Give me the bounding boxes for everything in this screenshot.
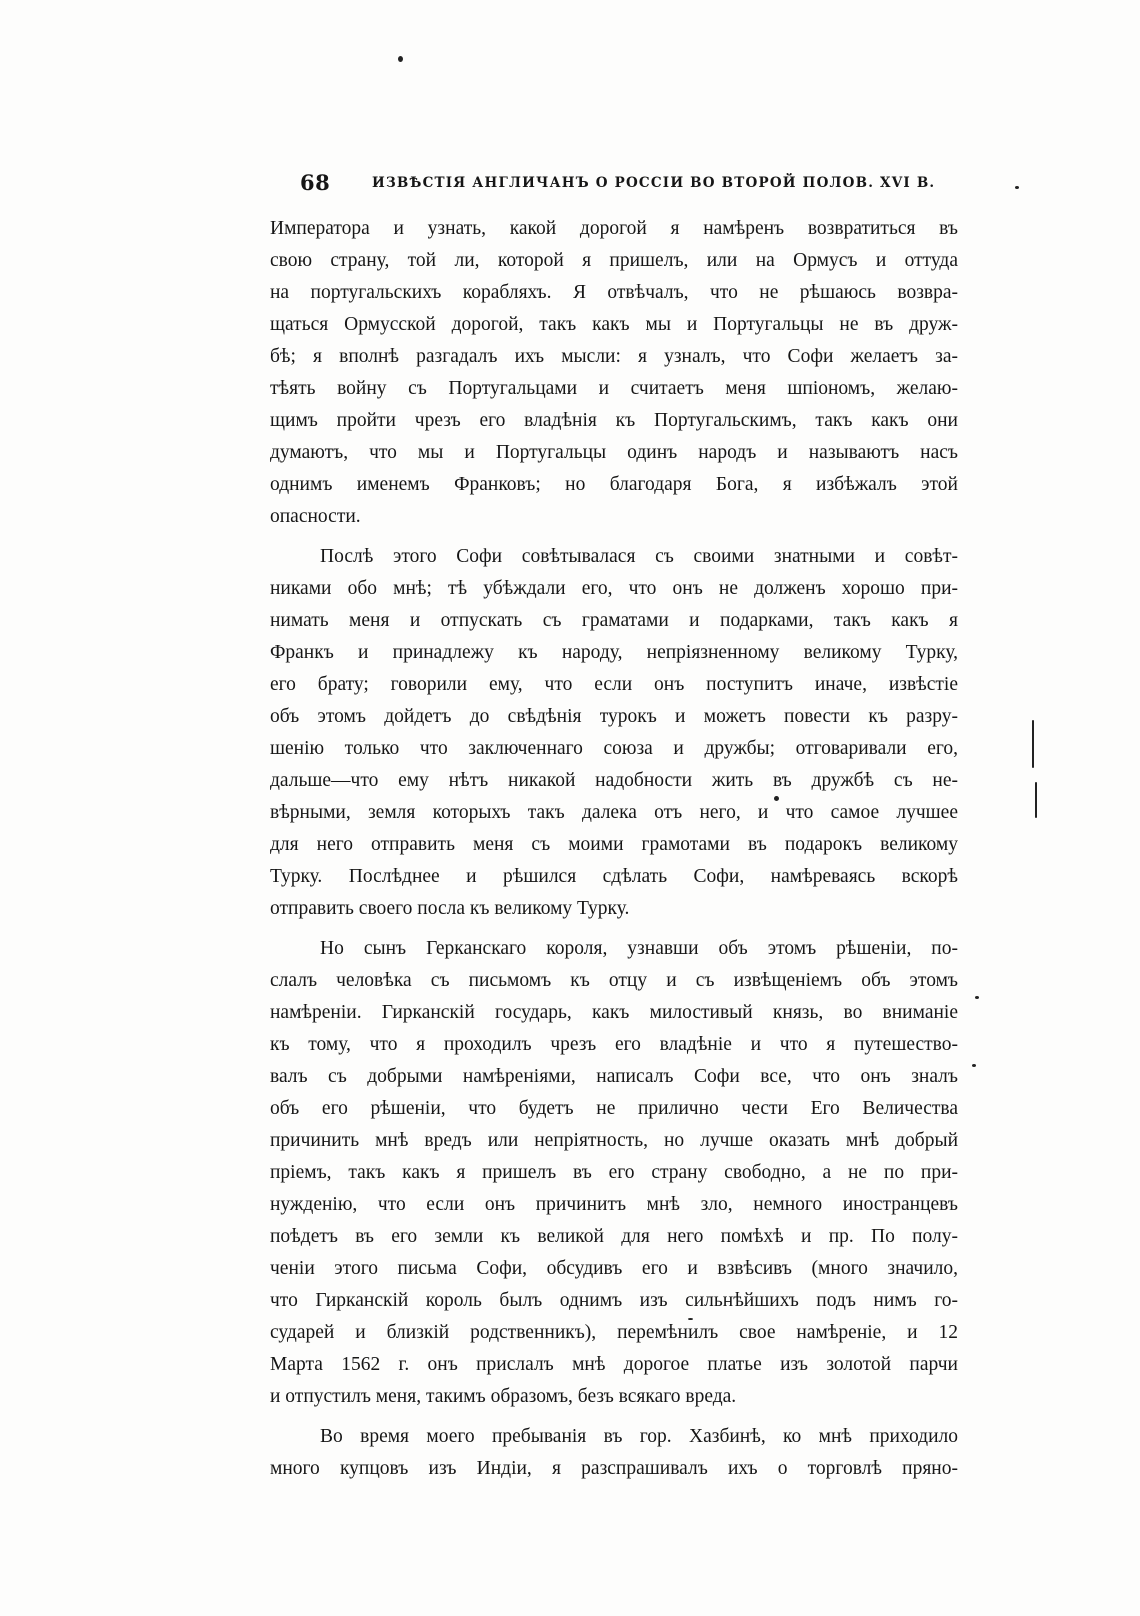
text-line: дальше—что ему нѣтъ никакой надобности жить въ дружбѣ съ не- <box>270 770 958 791</box>
text-line: отправить своего посла къ великому Турку. <box>270 898 630 919</box>
text-line: Императора и узнать, какой дорогой я намѣренъ возвратиться въ <box>270 218 958 239</box>
text-line: пріемъ, такъ какъ я пришелъ въ его страну свободно, а не по при- <box>270 1162 958 1183</box>
text-line: однимъ именемъ Франковъ; но благодаря Бога, я избѣжалъ этой <box>270 474 958 495</box>
text-line: свою страну, той ли, которой я пришелъ, или на Ормусъ и оттуда <box>270 250 958 271</box>
scan-speck <box>975 996 979 999</box>
text-line: нужденію, что если онъ причинитъ мнѣ зло, немного иностранцевъ <box>270 1194 958 1215</box>
text-line: его брату; говорили ему, что если онъ поступитъ иначе, извѣстіе <box>270 674 958 695</box>
text-line: шенію только что заключеннаго союза и дружбы; отговаривали его, <box>270 738 958 759</box>
text-line: Марта 1562 г. онъ прислалъ мнѣ дорогое платье изъ золотой парчи <box>270 1354 958 1375</box>
running-head: ИЗВѢСТІЯ АНГЛИЧАНЪ О РОССІИ ВО ВТОРОЙ ПОЛОВ. XVI В. <box>372 175 936 191</box>
text-line: Турку. Послѣднее и рѣшился сдѣлать Софи, намѣреваясь вскорѣ <box>270 866 958 887</box>
text-line: слалъ человѣка съ письмомъ къ отцу и съ извѣщеніемъ объ этомъ <box>270 970 958 991</box>
text-line: щаться Ормусской дорогой, такъ какъ мы и Португальцы не въ друж- <box>270 314 958 335</box>
text-line: къ тому, что я проходилъ чрезъ его владѣніе и что я путешество- <box>270 1034 958 1055</box>
text-line: опасности. <box>270 506 361 527</box>
text-line: думаютъ, что мы и Португальцы одинъ народъ и называютъ насъ <box>270 442 958 463</box>
text-line: тѣять войну съ Португальцами и считаетъ меня шпіономъ, желаю- <box>270 378 958 399</box>
text-line: Во время моего пребыванія въ гор. Хазбинѣ, ко мнѣ приходило <box>320 1426 958 1447</box>
page-header <box>300 170 990 200</box>
text-line: и отпустилъ меня, такимъ образомъ, безъ всякаго вреда. <box>270 1386 737 1407</box>
text-line: что Гирканскій король былъ однимъ изъ сильнѣйшихъ подъ нимъ го- <box>270 1290 958 1311</box>
text-line: много купцовъ изъ Индіи, я разспрашивалъ ихъ о торговлѣ прянo- <box>270 1458 958 1479</box>
text-line: Послѣ этого Софи совѣтывалася съ своими знатными и совѣт- <box>320 546 958 567</box>
scan-speck <box>1032 720 1034 768</box>
scan-speck <box>1015 186 1019 189</box>
text-line: причинить мнѣ вредъ или непріятность, но лучше оказать мнѣ добрый <box>270 1130 958 1151</box>
scan-speck <box>972 1064 976 1067</box>
text-line: валъ съ добрыми намѣреніями, написалъ Софи все, что онъ зналъ <box>270 1066 958 1087</box>
text-line: нимать меня и отпускать съ граматами и подарками, такъ какъ я <box>270 610 958 631</box>
text-line: намѣреніи. Гирканскій государь, какъ милостивый князь, во вниманіе <box>270 1002 958 1023</box>
text-line: для него отправить меня съ моими грамотами въ подарокъ великому <box>270 834 958 855</box>
text-line: никами обо мнѣ; тѣ убѣждали его, что онъ не долженъ хорошо при- <box>270 578 958 599</box>
text-line: Франкъ и принадлежу къ народу, непріязненному великому Турку, <box>270 642 958 663</box>
text-line: Но сынъ Герканскаго короля, узнавши объ этомъ рѣшеніи, по- <box>320 938 958 959</box>
scan-speck <box>1035 782 1037 818</box>
text-line: вѣрными, земля которыхъ такъ далека отъ него, и что самое лучшее <box>270 802 958 823</box>
text-line: объ этомъ дойдетъ до свѣдѣнія турокъ и можетъ повести къ разру- <box>270 706 958 727</box>
text-line: сударей и близкій родственникъ), перемѣнилъ свое намѣреніе, и 12 <box>270 1322 958 1343</box>
text-line: объ его рѣшеніи, что будетъ не прилично чести Его Величества <box>270 1098 958 1119</box>
text-line: бѣ; я вполнѣ разгадалъ ихъ мысли: я узналъ, что Софи желаетъ за- <box>270 346 958 367</box>
text-line: щимъ пройти чрезъ его владѣнія къ Португальскимъ, такъ какъ они <box>270 410 958 431</box>
text-line: поѣдетъ въ его земли къ великой для него помѣхѣ и пр. По полу- <box>270 1226 958 1247</box>
text-line: на португальскихъ корабляхъ. Я отвѣчалъ, что не рѣшаюсь возвра- <box>270 282 958 303</box>
text-line: ченіи этого письма Софи, обсудивъ его и взвѣсивъ (много значило, <box>270 1258 958 1279</box>
page-number: 68 <box>300 170 331 195</box>
scan-speck <box>398 56 403 62</box>
